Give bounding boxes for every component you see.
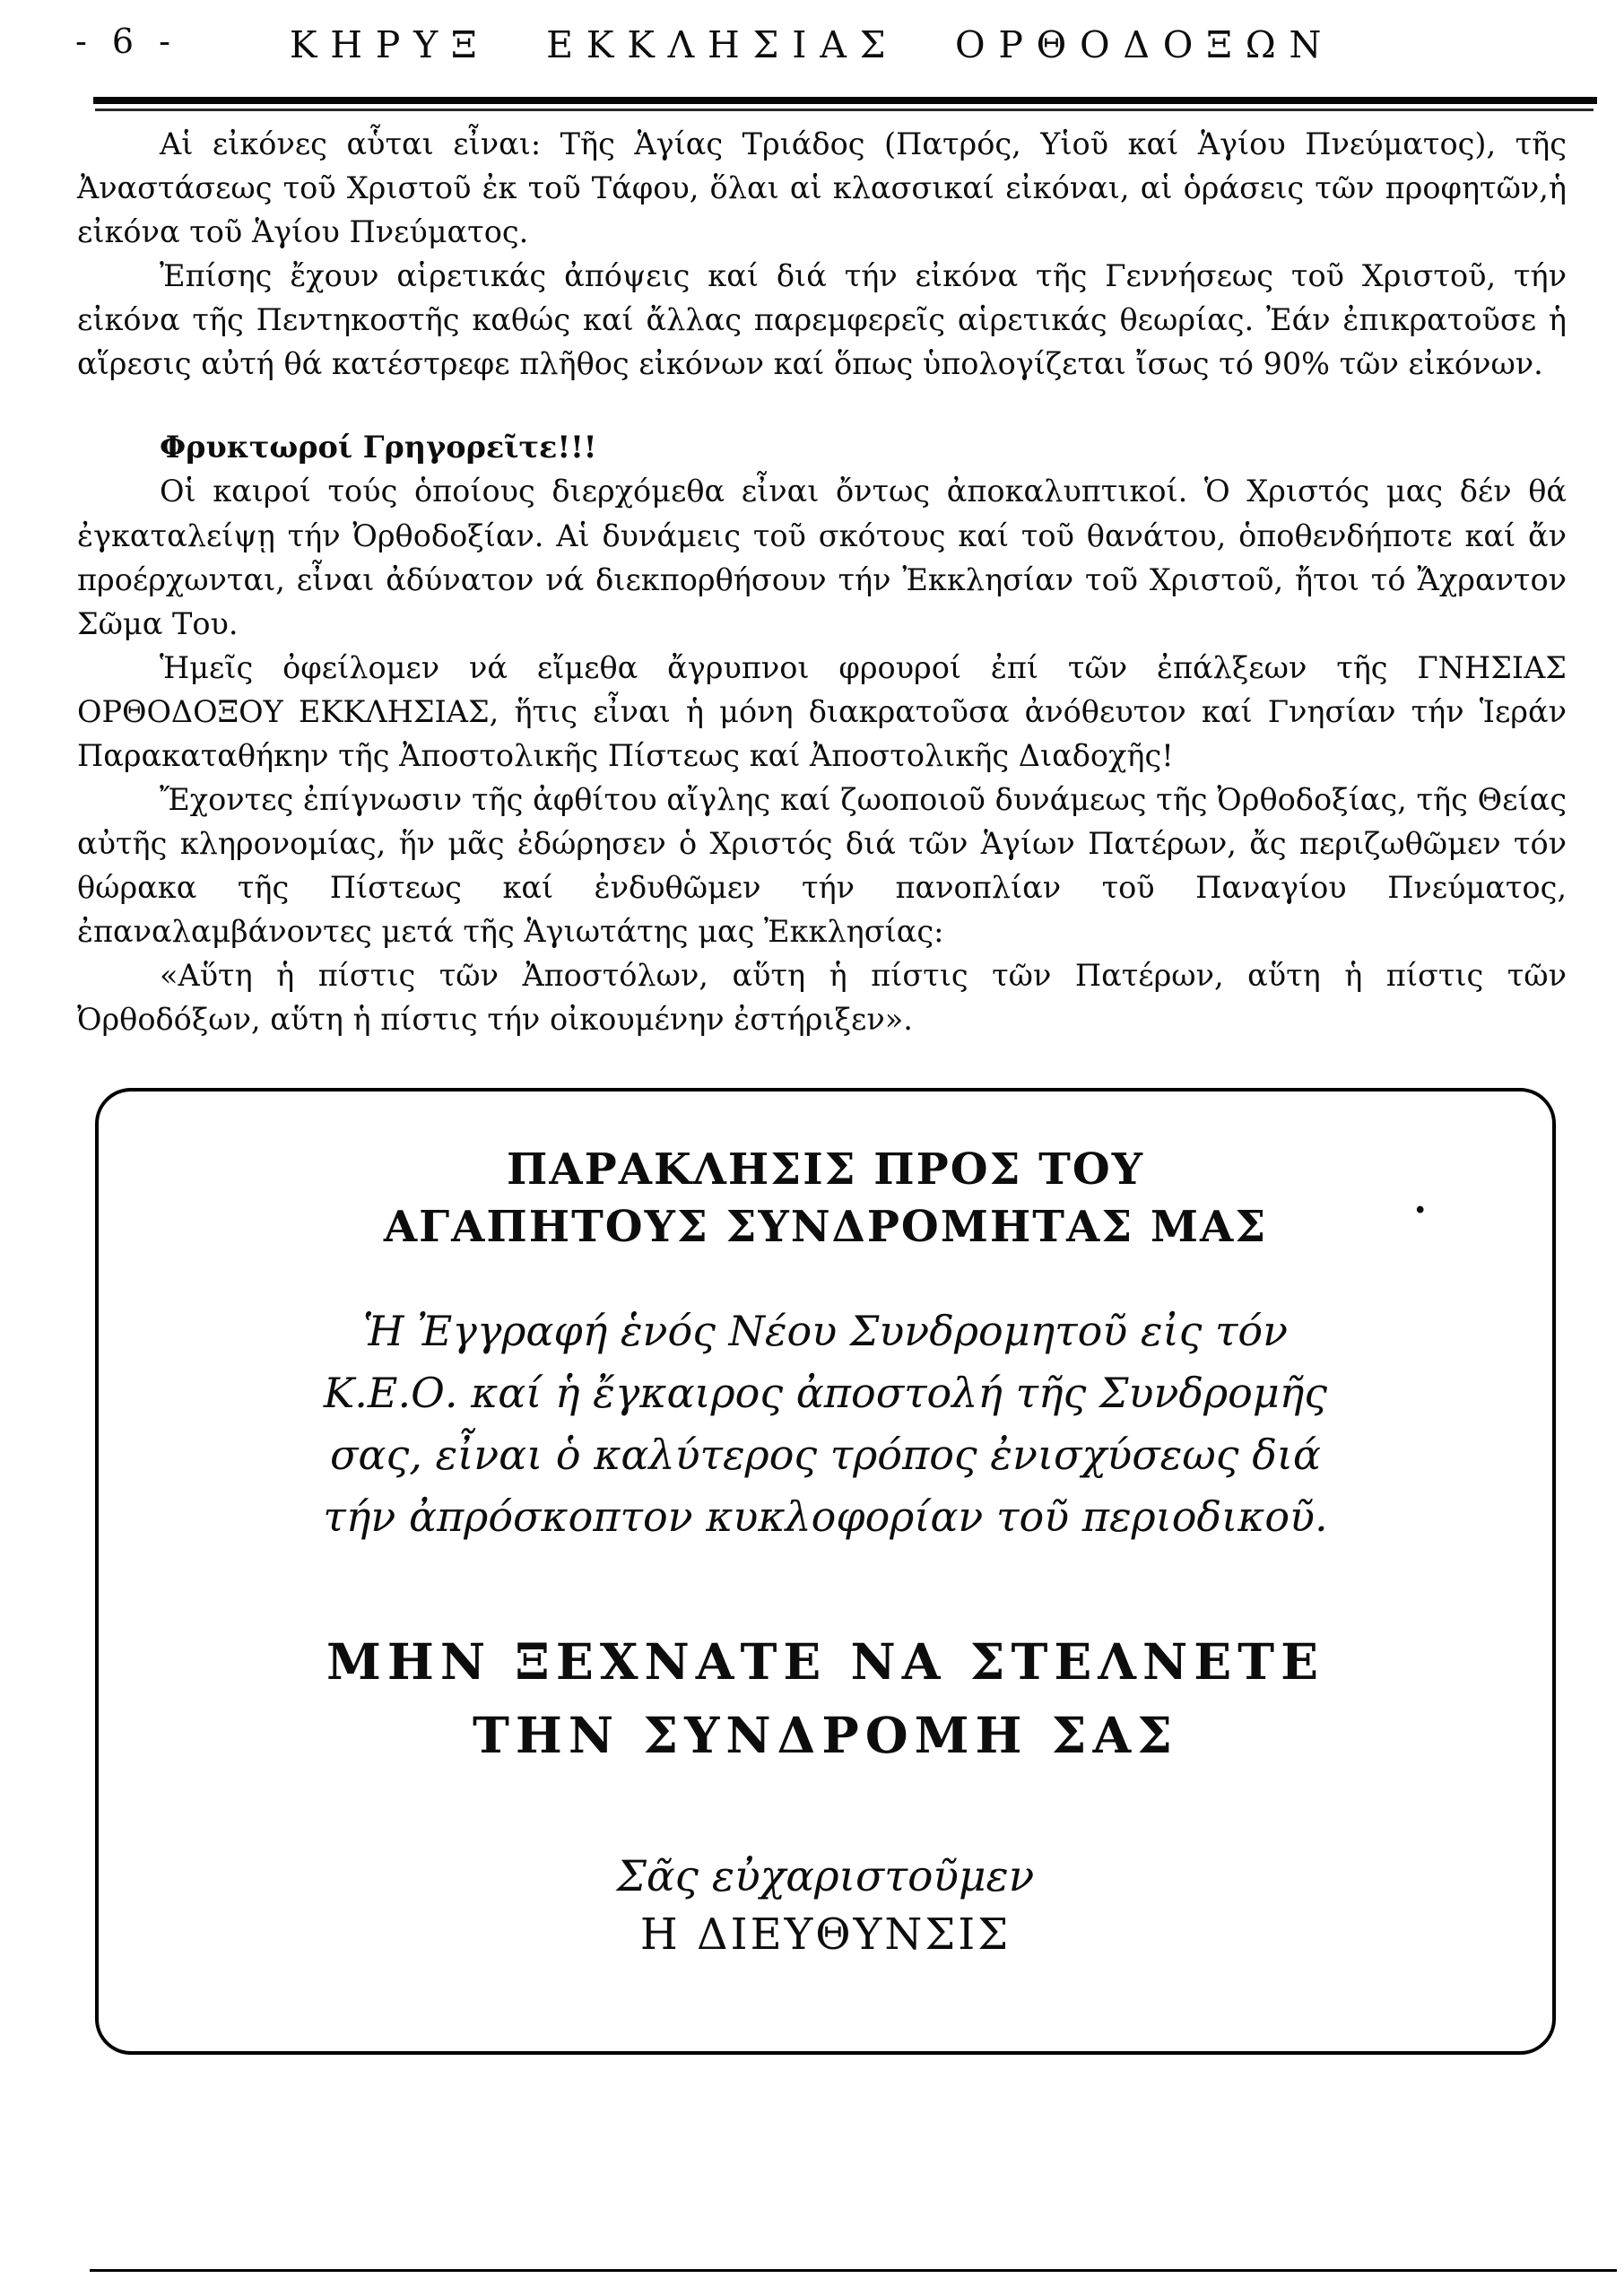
body-paragraph: Ἔχοντες ἐπίγνωσιν τῆς ἀφθίτου αἴγλης καί ζωοποιοῦ δυνάμεως τῆς Ὀρθοδοξίας, τῆς Θείας αὐτῆς κληρονομίας, ἥν μᾶς ἐδώρησεν ὁ Χριστός διά τῶν Ἁγίων Πατέρων, ἄς περιζωθῶμεν τόν θώρακα τῆς Πίστεως καί ἐνδυθῶμεν τήν πανοπλίαν τοῦ Παναγίου Πνεύματος, ἐπαναλαμβάνοντες μετά τῆς Ἁγιωτάτης μας Ἐκκλησίας:	[77, 781, 1567, 950]
bottom-scan-rule	[90, 2269, 1617, 2272]
ink-speck: .	[1413, 1178, 1427, 1222]
header-rule-thin	[95, 109, 1594, 111]
notice-body-line: Ἡ Ἐγγραφή ἑνός Νέου Συνδρομητοῦ εἰς τόν	[362, 1306, 1289, 1355]
page-number: - 6 -	[75, 22, 178, 61]
notice-reminder-line2: ΤΗΝ ΣΥΝΔΡΟΜΗ ΣΑΣ	[472, 1706, 1179, 1765]
notice-body-line: Κ.Ε.Ο. καί ἡ ἔγκαιρος ἀποστολή τῆς Συνδρομῆς	[323, 1368, 1328, 1417]
notice-title-line1: ΠΑΡΑΚΛΗΣΙΣ ΠΡΟΣ ΤΟΥ	[507, 1144, 1144, 1196]
subscription-notice-box	[95, 1088, 1556, 2055]
section-heading: Φρυκτωροί Γρηγορεῖτε!!!	[160, 430, 597, 465]
body-paragraph: Ἐπίσης ἔχουν αἱρετικάς ἀπόψεις καί διά τήν εἰκόνα τῆς Γεννήσεως τοῦ Χριστοῦ, τήν εἰκόνα τῆς Πεντηκοστῆς καθώς καί ἄλλας παρεμφερεῖς αἱρετικάς θεωρίας. Ἐάν ἐπικρατοῦσε ἡ αἵρεσις αὐτή θά κατέστρεφε πλῆθος εἰκόνων καί ὅπως ὑπολογίζεται ἴσως τό 90% τῶν εἰκόνων.	[77, 258, 1567, 382]
body-paragraph: Οἱ καιροί τούς ὁποίους διερχόμεθα εἶναι ὄντως ἀποκαλυπτικοί. Ὁ Χριστός μας δέν θά ἐγκαταλείψῃ τήν Ὀρθοδοξίαν. Αἱ δυνάμεις τοῦ σκότους καί τοῦ θανάτου, ὁποθενδήποτε καί ἄν προέρχωνται, εἶναι ἀδύνατον νά διεκπορθήσουν τήν Ἐκκλησίαν τοῦ Χριστοῦ, ἤτοι τό Ἄχραντον Σῶμα Του.	[77, 474, 1567, 641]
body-paragraph: «Αὕτη ἡ πίστις τῶν Ἀποστόλων, αὕτη ἡ πίστις τῶν Πατέρων, αὕτη ἡ πίστις τῶν Ὀρθοδόξων, αὕτη ἡ πίστις τήν οἰκουμένην ἐστήριξεν».	[77, 958, 1567, 1038]
article-body	[77, 122, 1567, 1041]
notice-reminder	[99, 1625, 1552, 1773]
notice-signature: Η ΔΙΕΥΘΥΝΣΙΣ	[639, 1909, 1012, 1961]
header-rule-thick	[93, 97, 1597, 104]
body-paragraph: Ἡμεῖς ὀφείλομεν νά εἴμεθα ἄγρυπνοι φρουροί ἐπί τῶν ἐπάλξεων τῆς ΓΝΗΣΙΑΣ ΟΡΘΟΔΟΞΟΥ ΕΚΚΛΗΣΙΑΣ, ἥτις εἶναι ἡ μόνη διακρατοῦσα ἀνόθευτον καί Γνησίαν τήν Ἱεράν Παρακαταθήκην τῆς Ἀποστολικῆς Πίστεως καί Ἀποστολικῆς Διαδοχῆς!	[77, 649, 1567, 773]
notice-body	[99, 1300, 1552, 1548]
notice-title	[99, 1142, 1552, 1256]
page-header	[0, 0, 1624, 83]
notice-title-line2: ΑΓΑΠΗΤΟΥΣ ΣΥΝΔΡΟΜΗΤΑΣ ΜΑΣ	[383, 1201, 1268, 1252]
notice-thanks: Σᾶς εὐχαριστοῦμεν	[616, 1851, 1035, 1901]
notice-reminder-line1: ΜΗΝ ΞΕΧΝΑΤΕ ΝΑ ΣΤΕΛΝΕΤΕ	[326, 1631, 1325, 1691]
notice-body-line: σας, εἶναι ὁ καλύτερος τρόπος ἐνισχύσεως διά	[330, 1430, 1321, 1479]
periodical-title: ΚΗΡΥΞ ΕΚΚΛΗΣΙΑΣ ΟΡΘΟΔΟΞΩΝ	[289, 23, 1335, 66]
body-paragraph: Αἱ εἰκόνες αὗται εἶναι: Τῆς Ἁγίας Τριάδος (Πατρός, Υἱοῦ καί Ἁγίου Πνεύματος), τῆς Ἀναστάσεως τοῦ Χριστοῦ ἐκ τοῦ Τάφου, ὅλαι αἱ κλασσικαί εἰκόναι, αἱ ὁράσεις τῶν προφητῶν,ἡ εἰκόνα τοῦ Ἁγίου Πνεύματος.	[77, 126, 1567, 250]
notice-body-line: τήν ἀπρόσκοπτον κυκλοφορίαν τοῦ περιοδικοῦ.	[323, 1492, 1328, 1541]
